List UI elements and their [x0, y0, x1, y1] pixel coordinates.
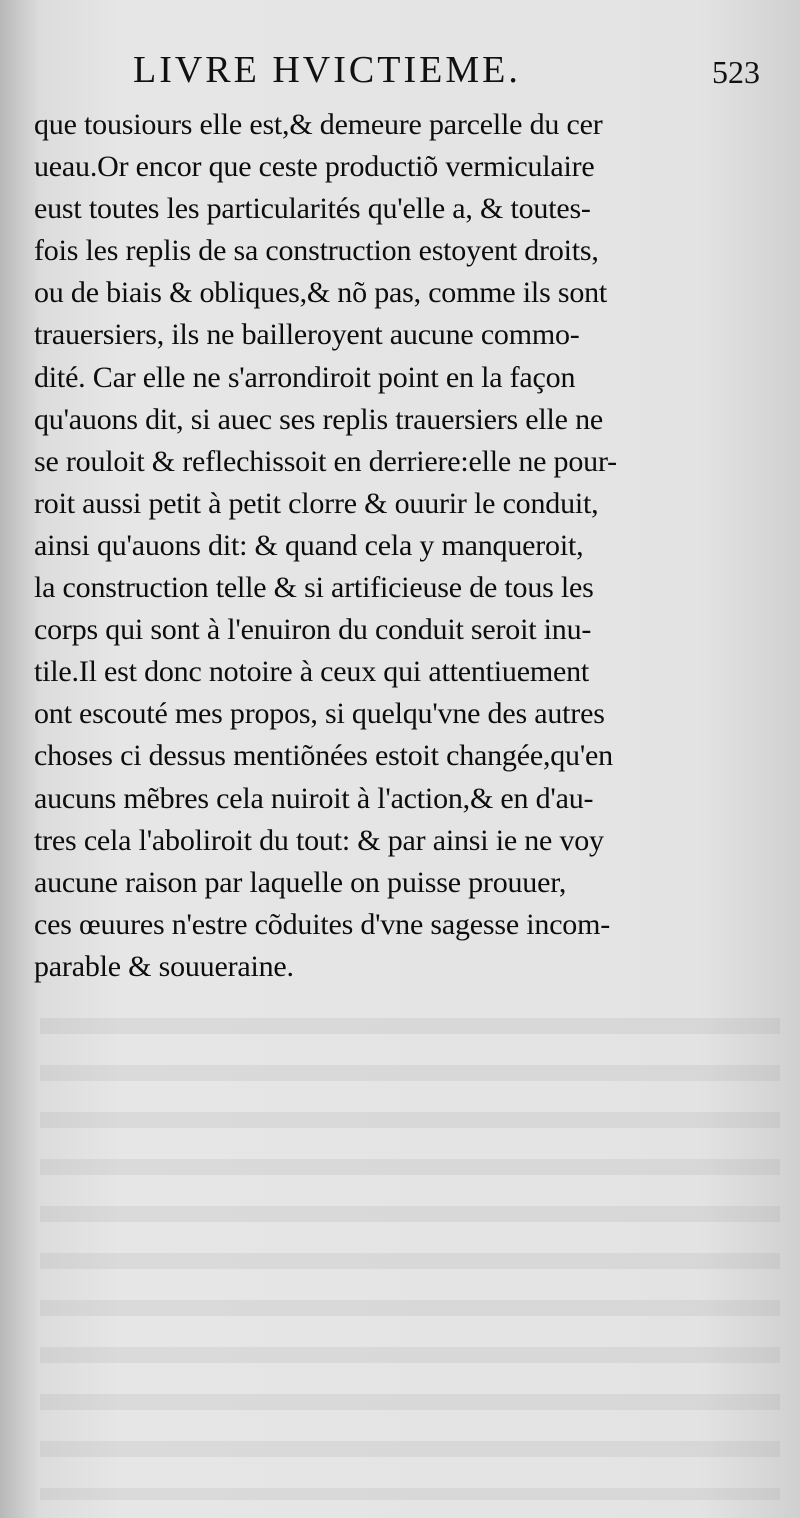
text-line: dité. Car elle ne s'arrondiroit point en la façon: [34, 360, 576, 394]
text-line: eust toutes les particularités qu'elle a, & toutes-: [34, 192, 591, 226]
text-line: corps qui sont à l'enuiron du conduit seroit inu-: [34, 613, 592, 647]
text-line: aucune raison par laquelle on puisse prouuer,: [34, 865, 567, 899]
page-header: [0, 48, 800, 98]
text-line: ces œuures n'estre cõduites d'vne sagesse incom-: [34, 907, 611, 941]
text-line: ou de biais & obliques,& nõ pas, comme ils sont: [34, 276, 608, 310]
text-line: roit aussi petit à petit clorre & ouurir le conduit,: [34, 486, 599, 520]
text-line: ont escouté mes propos, si quelqu'vne des autres: [34, 697, 605, 731]
text-line: trauersiers, ils ne bailleroyent aucune commo-: [34, 318, 580, 352]
body-text: [34, 104, 764, 988]
text-line: que tousiours elle est,& demeure parcelle du cer: [34, 108, 603, 141]
text-line: qu'auons dit, si auec ses replis trauersiers elle ne: [34, 402, 603, 436]
text-line: fois les replis de sa construction estoyent droits,: [34, 234, 599, 268]
text-line: tile.Il est donc notoire à ceux qui attentiuement: [34, 655, 590, 689]
text-line: aucuns mẽbres cela nuiroit à l'action,& en d'au-: [34, 781, 594, 815]
text-line: ueau.Or encor que ceste productiõ vermiculaire: [34, 150, 595, 184]
page-number: 523: [712, 54, 760, 90]
text-line: ainsi qu'auons dit: & quand cela y manqueroit,: [34, 528, 584, 562]
running-title: LIVRE HVICTIEME.: [133, 49, 521, 91]
text-line: tres cela l'aboliroit du tout: & par ainsi ie ne voy: [34, 823, 604, 857]
text-line: la construction telle & si artificieuse de tous les: [34, 571, 594, 605]
text-line: se rouloit & reflechissoit en derriere:elle ne pour-: [34, 444, 617, 478]
text-line: parable & souueraine.: [34, 949, 294, 983]
show-through-texture: [40, 1000, 780, 1500]
text-line: choses ci dessus mentiõnées estoit changée,qu'en: [34, 739, 613, 773]
